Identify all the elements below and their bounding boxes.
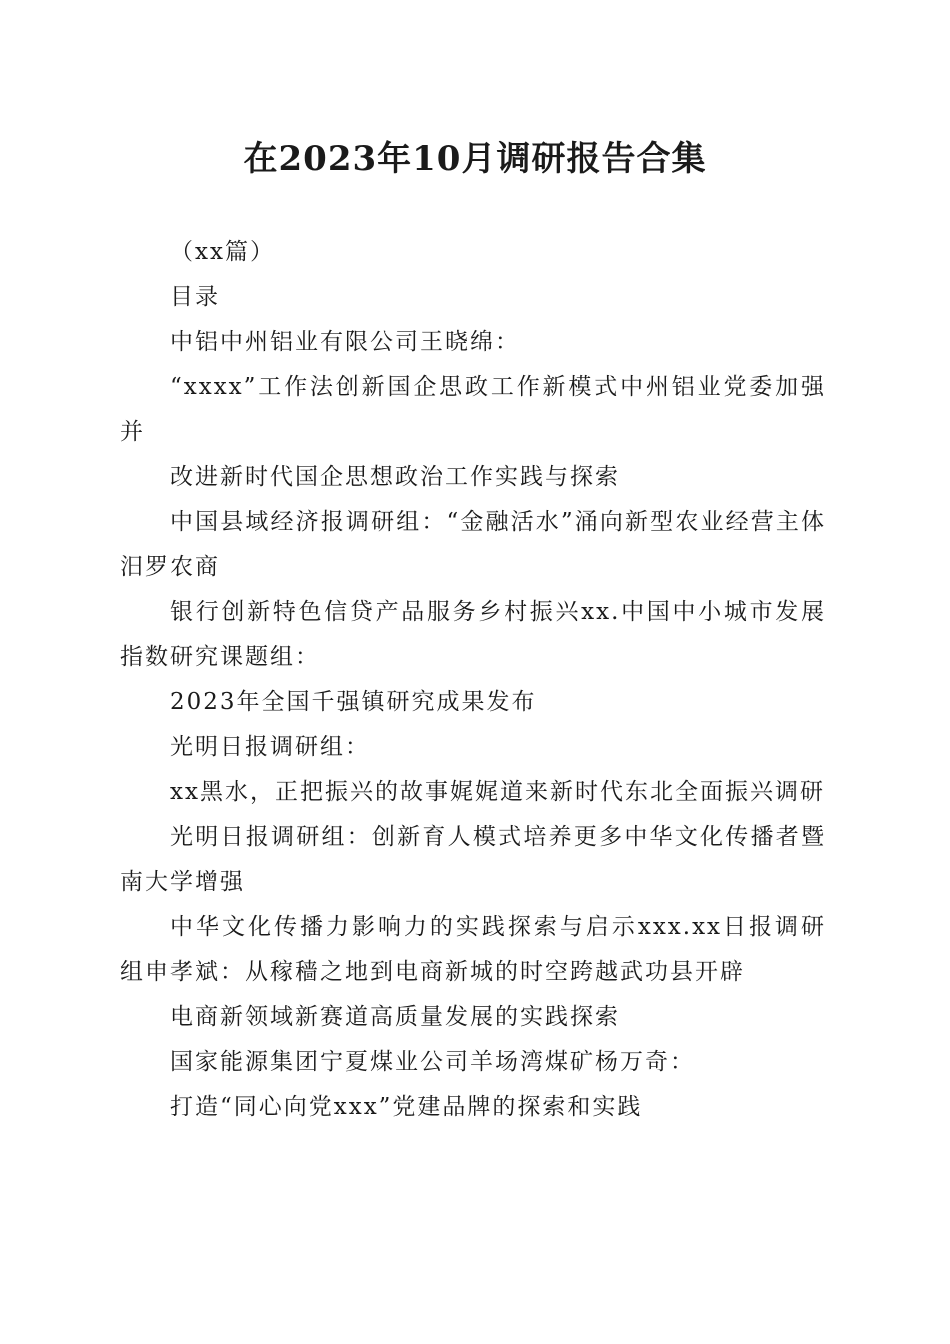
paragraph: 2023年全国千强镇研究成果发布 [170, 689, 537, 715]
paragraph: “xxxx”工作法创新国企思政工作新模式中州铝业党委加强并 [120, 374, 826, 445]
paragraph: 国家能源集团宁夏煤业公司羊场湾煤矿杨万奇： [170, 1049, 695, 1075]
paragraph: 光明日报调研组： [170, 734, 370, 760]
paragraph: 光明日报调研组：创新育人模式培养更多中华文化传播者暨南大学增强 [120, 824, 826, 895]
document-title: 在2023年10月调研报告合集 [243, 139, 707, 179]
paragraph: 打造“同心向党xxx”党建品牌的探索和实践 [170, 1094, 643, 1120]
paragraph: xx黑水，正把振兴的故事娓娓道来新时代东北全面振兴调研 [170, 779, 825, 805]
paragraph-count-note: （xx篇） [170, 239, 275, 265]
paragraph: 中铝中州铝业有限公司王晓绵： [170, 329, 520, 355]
paragraph: 改进新时代国企思想政治工作实践与探索 [170, 464, 620, 490]
document-body [120, 230, 826, 1130]
paragraph: 电商新领域新赛道高质量发展的实践探索 [170, 1004, 620, 1030]
paragraph: 中华文化传播力影响力的实践探索与启示xxx.xx日报调研组申孝斌：从稼穑之地到电商新城的时空跨越武功县开辟 [120, 914, 826, 985]
paragraph: 银行创新特色信贷产品服务乡村振兴xx.中国中小城市发展指数研究课题组： [120, 599, 826, 670]
paragraph: 中国县域经济报调研组：“金融活水”涌向新型农业经营主体汨罗农商 [120, 509, 826, 580]
paragraph-toc-heading: 目录 [170, 284, 220, 310]
